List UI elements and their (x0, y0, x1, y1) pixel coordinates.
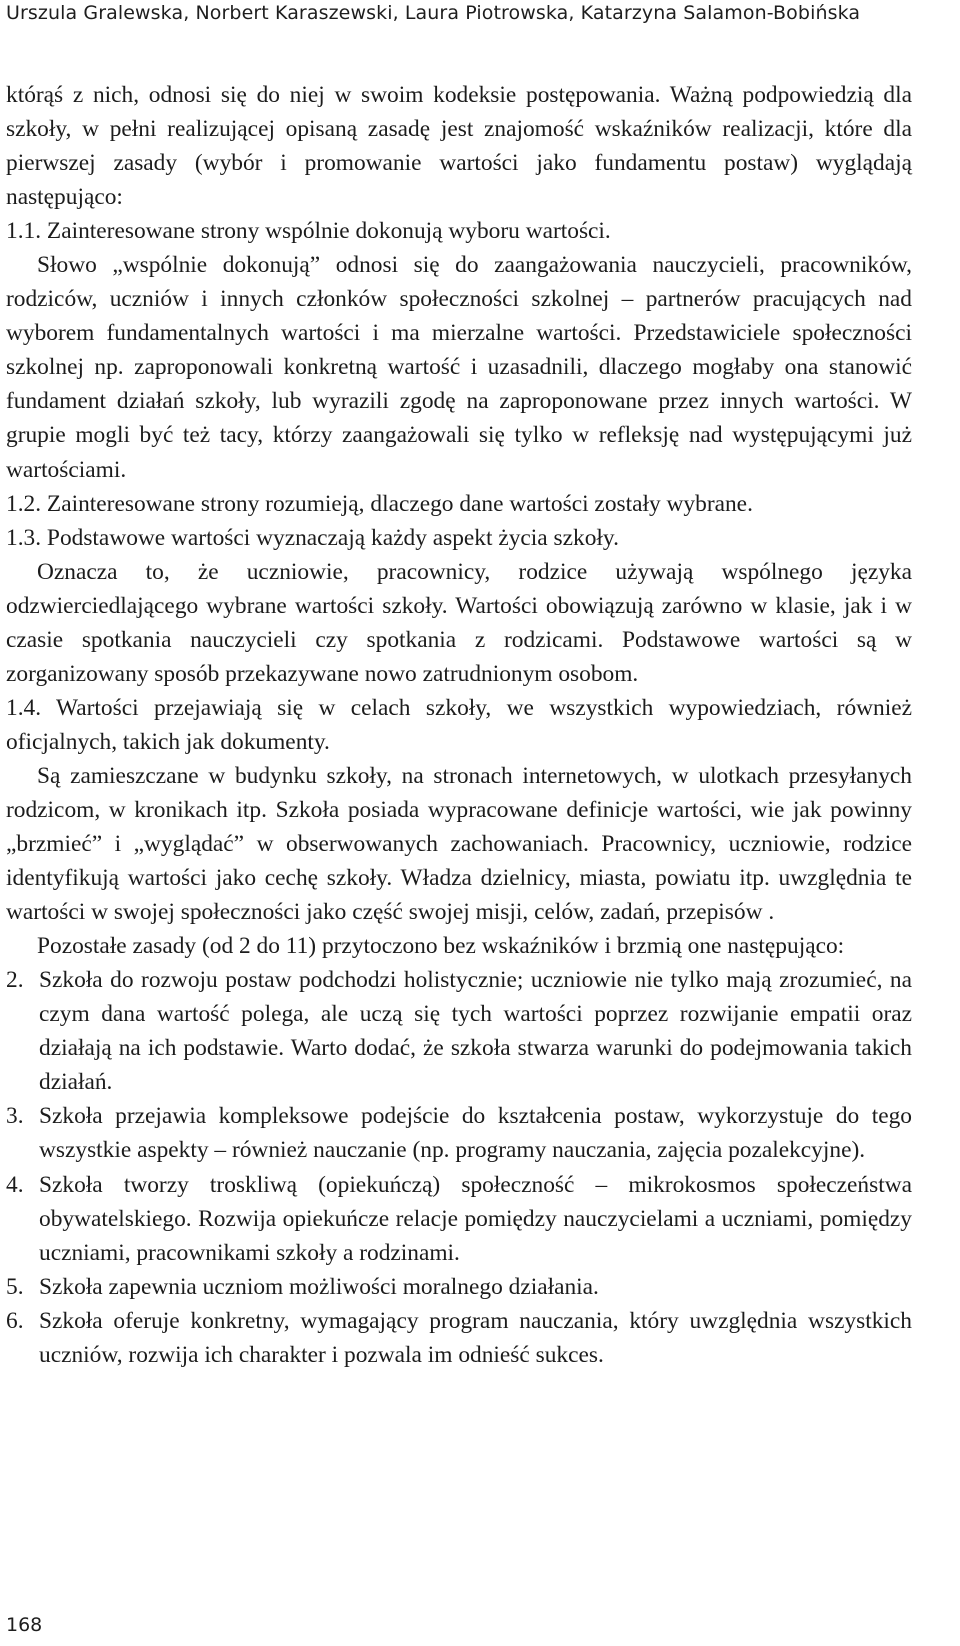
running-head-authors: Urszula Gralewska, Norbert Karaszewski, Laura Piotrowska, Katarzyna Salamon-Bobińska (6, 2, 861, 24)
list-item (6, 1304, 912, 1372)
paragraph: Pozostałe zasady (od 2 do 11) przytoczono bez wskaźników i brzmią one następująco: (37, 933, 845, 960)
body-text (6, 78, 912, 1372)
indicator-heading: 1.4. Wartości przejawiają się w celach szkoły, we wszystkich wypowiedziach, również oficjalnych, takich jak dokumenty. (6, 694, 912, 755)
indicator-heading: 1.1. Zainteresowane strony wspólnie dokonują wyboru wartości. (6, 218, 611, 245)
paragraph: Słowo „wspólnie dokonują” odnosi się do zaangażowania nauczycieli, pracowników, rodziców, uczniów i innych członków społeczności szkolnej – partnerów pracujących nad wyborem fundamentalnych wartości i ma mierzalne wartości. Przedstawiciele społeczności szkolnej np. zaproponowali konkretną wartość i uzasadnili, dlaczego mogłaby ona stanowić fundament działań szkoły, lub wyrazili zgodę na zaproponowane przez innych wartości. W grupie mogli być też tacy, którzy zaangażowali się tylko w refleksję nad występującymi już wartościami. (6, 252, 912, 483)
paragraph: którąś z nich, odnosi się do niej w swoim kodeksie postępowania. Ważną podpowiedzią dla szkoły, w pełni realizującej opisaną zasadę jest znajomość wskaźników realizacji, które dla pierwszej zasady (wybór i promowanie wartości jako fundamentu postaw) wyglądają następująco: (6, 82, 912, 211)
indicator-heading: 1.3. Podstawowe wartości wyznaczają każdy aspekt życia szkoły. (6, 524, 619, 551)
list-item-text: Szkoła przejawia kompleksowe podejście do kształcenia postaw, wykorzystuje do tego wszystkie aspekty – również nauczanie (np. programy nauczania, zajęcia pozalekcyjne). (39, 1103, 912, 1164)
list-item-text: Szkoła zapewnia uczniom możliwości moralnego działania. (39, 1273, 599, 1300)
list-item-number: 6. (6, 1307, 24, 1334)
list-item-number: 2. (6, 967, 24, 994)
list-item (6, 963, 912, 1099)
paragraph: Oznacza to, że uczniowie, pracownicy, rodzice używają wspólnego języka odzwierciedlającego wybrane wartości szkoły. Wartości obowiązują zarówno w klasie, jak i w czasie spotkania nauczycieli czy spotkania z rodzicami. Podstawowe wartości są w zorganizowany sposób przekazywane nowo zatrudnionym osobom. (6, 558, 912, 687)
indicator-heading: 1.2. Zainteresowane strony rozumieją, dlaczego dane wartości zostały wybrane. (6, 490, 753, 517)
list-item-number: 3. (6, 1103, 24, 1130)
list-item (6, 1099, 912, 1167)
list-item (6, 1168, 912, 1270)
list-item-number: 4. (6, 1171, 24, 1198)
list-item-text: Szkoła oferuje konkretny, wymagający program nauczania, który uwzględnia wszystkich uczniów, rozwija ich charakter i pozwala im odnieść sukces. (39, 1307, 912, 1368)
list-item (6, 1270, 912, 1304)
page-number: 168 (6, 1614, 43, 1636)
paragraph: Są zamieszczane w budynku szkoły, na stronach internetowych, w ulotkach przesyłanych rodzicom, w kronikach itp. Szkoła posiada wypracowane definicje wartości, wie jak powinny „brzmieć” i „wyglądać” w obserwowanych zachowaniach. Pracownicy, uczniowie, rodzice identyfikują wartości jako cechę szkoły. Władza dzielnicy, miasta, powiatu itp. uwzględnia te wartości w swojej społeczności jako część swojej misji, celów, zadań, przepisów . (6, 762, 912, 926)
list-item-text: Szkoła do rozwoju postaw podchodzi holistycznie; uczniowie nie tylko mają zrozumieć, na czym dana wartość polega, ale uczą się tych wartości poprzez rozwijanie empatii oraz działają na ich podstawie. Warto dodać, że szkoła stwarza warunki do podejmowania takich działań. (39, 967, 912, 1096)
list-item-number: 5. (6, 1273, 24, 1300)
list-item-text: Szkoła tworzy troskliwą (opiekuńczą) społeczność – mikrokosmos społeczeństwa obywatelskiego. Rozwija opiekuńcze relacje pomiędzy nauczycielami a uczniami, pomiędzy uczniami, pracownikami szkoły a rodzinami. (39, 1171, 912, 1266)
principles-list (6, 963, 912, 1372)
